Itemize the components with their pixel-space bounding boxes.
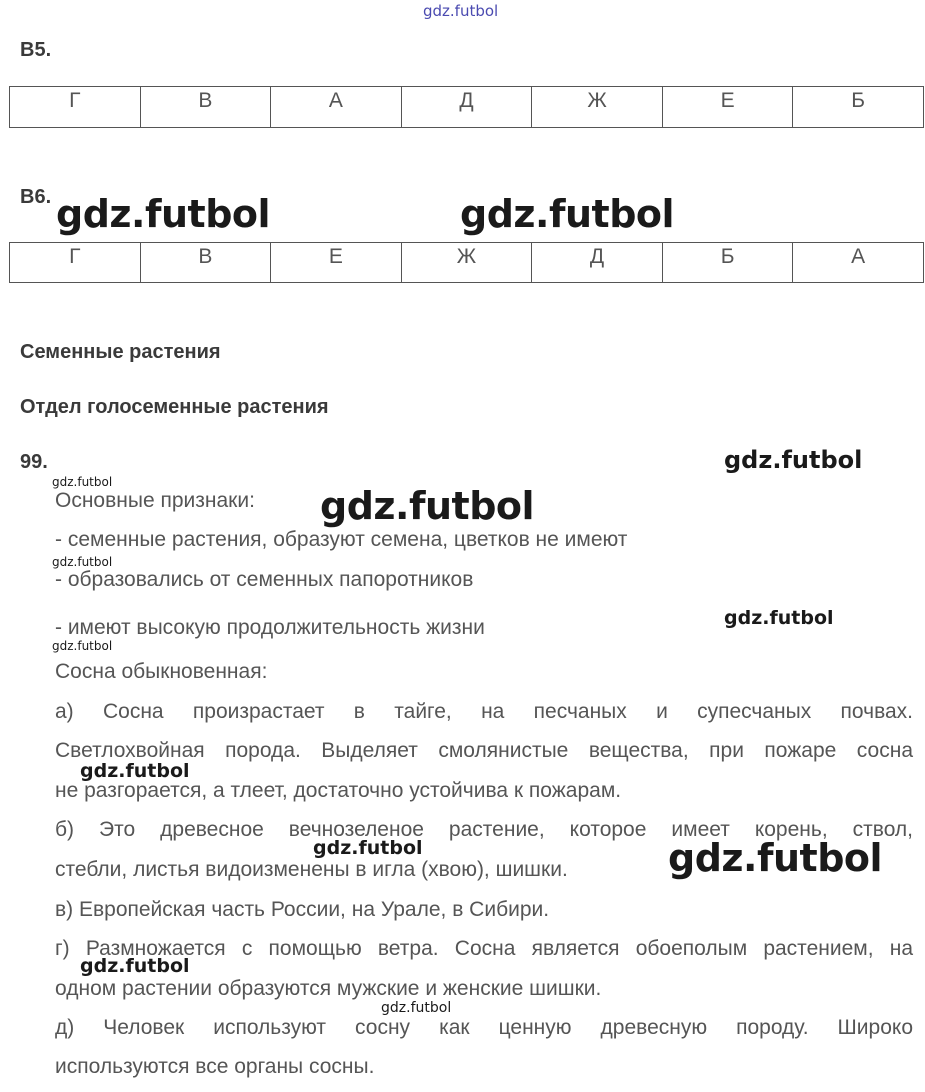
b6-answer-table (9, 242, 924, 283)
watermark: gdz.futbol (460, 192, 675, 236)
watermark: gdz.futbol (52, 555, 113, 569)
text-line: стебли, листья видоизменены в игла (хвою), шишки. (55, 858, 568, 881)
watermark: gdz.futbol (381, 1000, 452, 1016)
text-line: в) Европейская часть России, на Урале, в Сибири. (55, 898, 550, 921)
b6-label: B6. (20, 186, 52, 208)
text-line: д) Человек используют сосну как ценную древесную породу. Широко (55, 1016, 913, 1039)
text-line: г) Размножается с помощью ветра. Сосна является обоеполым растением, на (55, 937, 913, 960)
text-line: а) Сосна произрастает в тайге, на песчаных и супесчаных почвах. (55, 700, 913, 723)
text-line: используются все органы сосны. (55, 1055, 375, 1078)
watermark: gdz.futbol (668, 836, 883, 880)
table-row (10, 87, 924, 128)
watermark: gdz.futbol (320, 484, 535, 528)
section-heading: Семенные растения (20, 341, 221, 363)
watermark: gdz.futbol (724, 446, 863, 474)
text-line: не разгорается, а тлеет, достаточно устойчива к пожарам. (55, 779, 622, 802)
b6-cell: Д (532, 243, 663, 283)
subsection-heading: Отдел голосеменные растения (20, 396, 329, 418)
text-line: - образовались от семенных папоротников (55, 568, 474, 591)
b5-answer-table (9, 86, 924, 128)
watermark: gdz.futbol (80, 760, 190, 782)
b6-cell: В (140, 243, 271, 283)
b6-cell: Ж (401, 243, 532, 283)
b5-label: B5. (20, 39, 52, 61)
task-number: 99. (20, 451, 48, 473)
b6-cell: Г (10, 243, 141, 283)
b5-cell: Д (401, 87, 532, 128)
table-row (10, 243, 924, 283)
watermark: gdz.futbol (724, 607, 834, 629)
b6-cell: Е (271, 243, 402, 283)
text-line: Сосна обыкновенная: (55, 660, 268, 683)
text-line: - семенные растения, образуют семена, цветков не имеют (55, 528, 628, 551)
text-line: - имеют высокую продолжительность жизни (55, 616, 485, 639)
text-line: Основные признаки: (55, 489, 255, 512)
watermark: gdz.futbol (52, 475, 113, 489)
b6-cell: А (793, 243, 924, 283)
b5-cell: Ж (532, 87, 663, 128)
b5-cell: В (140, 87, 271, 128)
watermark: gdz.futbol (56, 192, 271, 236)
watermark: gdz.futbol (313, 837, 423, 859)
text-line: Светлохвойная порода. Выделяет смолянистые вещества, при пожаре сосна (55, 739, 913, 762)
b5-cell: Г (10, 87, 141, 128)
text-line: одном растении образуются мужские и женские шишки. (55, 977, 602, 1000)
text-line: б) Это древесное вечнозеленое растение, которое имеет корень, ствол, (55, 818, 913, 841)
b5-cell: А (271, 87, 402, 128)
watermark-top: gdz.futbol (423, 2, 499, 20)
watermark: gdz.futbol (52, 639, 113, 653)
b5-cell: Е (662, 87, 793, 128)
watermark: gdz.futbol (80, 955, 190, 977)
b6-cell: Б (662, 243, 793, 283)
b5-cell: Б (793, 87, 924, 128)
